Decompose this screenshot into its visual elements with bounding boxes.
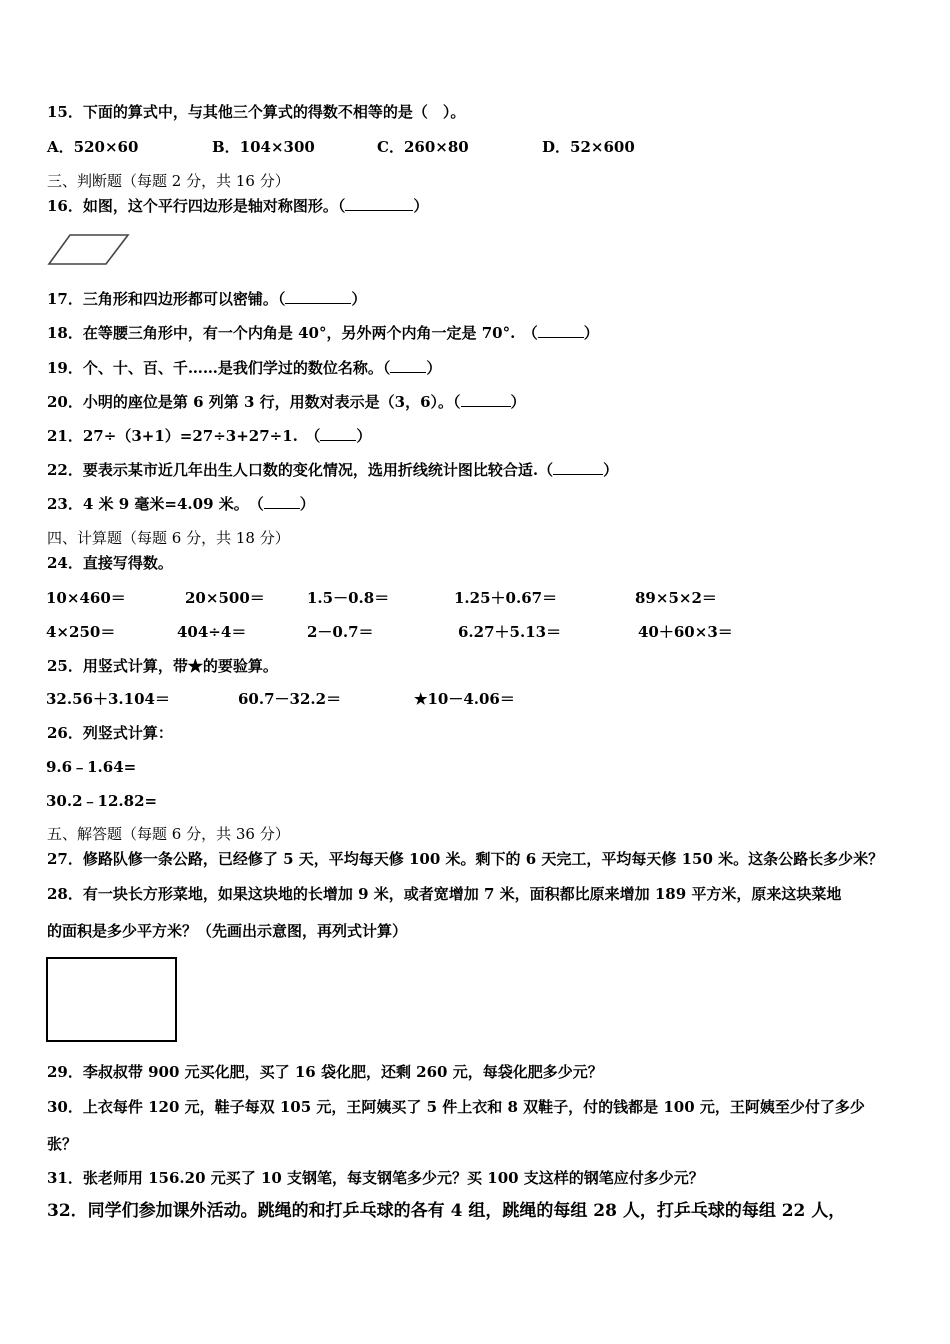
q32: 32．同学们参加课外活动。跳绳的和打乒乓球的各有 4 组，跳绳的每组 28 人，打乒乓球的每组 22 人，: [47, 1201, 846, 1221]
q19: [47, 358, 441, 378]
q24-r1-c3: 1.5－0.8＝: [307, 589, 390, 607]
rectangle-diagram: [46, 957, 177, 1042]
q23: [47, 494, 315, 514]
section-4-heading: 四、计算题（每题 6 分，共 18 分）: [47, 529, 290, 547]
q23-close: ）: [299, 495, 315, 513]
q20-text: 20．小明的座位是第 6 列第 3 行，用数对表示是（3，6）。（: [47, 393, 461, 411]
q23-blank[interactable]: [264, 494, 300, 509]
q22: [47, 460, 618, 480]
q19-close: ）: [426, 359, 442, 377]
q22-blank[interactable]: [553, 460, 603, 475]
q15-stem: 15．下面的算式中，与其他三个算式的得数不相等的是（ ）。: [47, 103, 466, 121]
q24-r1-c4: 1.25＋0.67＝: [454, 589, 558, 607]
section-5-heading: 五、解答题（每题 6 分，共 36 分）: [47, 825, 290, 843]
q17-close: ）: [351, 290, 367, 308]
q22-text: 22．要表示某市近几年出生人口数的变化情况，选用折线统计图比较合适.（: [47, 461, 554, 479]
q25-item-1: 32.56＋3.104＝: [46, 690, 170, 708]
q17-text: 17．三角形和四边形都可以密铺。（: [47, 290, 286, 308]
q24-r1-c1: 10×460＝: [46, 589, 126, 607]
q28-line-1: 28．有一块长方形菜地，如果这块地的长增加 9 米，或者宽增加 7 米，面积都比原来增加 189 平方米，原来这块菜地: [47, 885, 842, 903]
q24-r2-c2: 404÷4＝: [177, 623, 247, 641]
q26-stem: 26．列竖式计算：: [47, 724, 173, 742]
q18-close: ）: [583, 324, 599, 342]
q16-blank[interactable]: [345, 196, 413, 211]
q15-option-a: A．520×60: [47, 138, 139, 156]
q26-item-2: 30.2﹣12.82=: [46, 792, 158, 810]
q20-close: ）: [510, 393, 526, 411]
q24-r2-c5: 40＋60×3＝: [638, 623, 733, 641]
q18: [47, 323, 599, 343]
q27: 27．修路队修一条公路，已经修了 5 天，平均每天修 100 米。剩下的 6 天完工，平均每天修 150 米。这条公路长多少米？: [47, 850, 884, 868]
q30-line-2: 张？: [47, 1135, 78, 1153]
q31: 31．张老师用 156.20 元买了 10 支钢笔，每支钢笔多少元？买 100 支这样的钢笔应付多少元？: [47, 1169, 704, 1187]
q15-option-d: D．52×600: [542, 138, 635, 156]
parallelogram-figure: [46, 232, 134, 268]
q17: [47, 289, 366, 309]
q24-r1-c5: 89×5×2＝: [635, 589, 717, 607]
q16-close: ）: [413, 197, 429, 215]
q20-blank[interactable]: [461, 392, 511, 407]
q24-stem: 24．直接写得数。: [47, 554, 173, 572]
q29: 29．李叔叔带 900 元买化肥，买了 16 袋化肥，还剩 260 元，每袋化肥多少元？: [47, 1063, 603, 1081]
q25-item-2: 60.7－32.2＝: [238, 690, 342, 708]
q21-text: 21．27÷（3+1）=27÷3+27÷1. （: [47, 427, 321, 445]
q18-text: 18．在等腰三角形中，有一个内角是 40°，另外两个内角一定是 70°. （: [47, 324, 538, 342]
q30-line-1: 30．上衣每件 120 元，鞋子每双 105 元，王阿姨买了 5 件上衣和 8 双鞋子，付的钱都是 100 元，王阿姨至少付了多少: [47, 1098, 865, 1116]
q15-option-c: C．260×80: [377, 138, 469, 156]
q21-close: ）: [356, 427, 372, 445]
q16-text: 16．如图，这个平行四边形是轴对称图形。（: [47, 197, 346, 215]
q28-line-2: 的面积是多少平方米？（先画出示意图，再列式计算）: [47, 922, 408, 940]
q23-text: 23．4 米 9 毫米=4.09 米。 （: [47, 495, 264, 513]
q24-r2-c3: 2－0.7＝: [307, 623, 374, 641]
q25-item-3: ★10－4.06＝: [414, 690, 515, 708]
q22-close: ）: [603, 461, 619, 479]
q20: [47, 392, 526, 412]
q24-r2-c4: 6.27＋5.13＝: [458, 623, 562, 641]
q17-blank[interactable]: [285, 289, 351, 304]
q25-stem: 25．用竖式计算，带★的要验算。: [47, 657, 278, 675]
q19-blank[interactable]: [390, 358, 426, 373]
q19-text: 19．个、十、百、千……是我们学过的数位名称。（: [47, 359, 391, 377]
q21: [47, 426, 371, 446]
q18-blank[interactable]: [538, 323, 584, 338]
q16: [47, 196, 428, 216]
q15-option-b: B．104×300: [212, 138, 315, 156]
q24-r1-c2: 20×500＝: [185, 589, 265, 607]
section-3-heading: 三、判断题（每题 2 分，共 16 分）: [47, 172, 290, 190]
q24-r2-c1: 4×250＝: [46, 623, 116, 641]
q21-blank[interactable]: [320, 426, 356, 441]
q26-item-1: 9.6﹣1.64=: [46, 758, 137, 776]
